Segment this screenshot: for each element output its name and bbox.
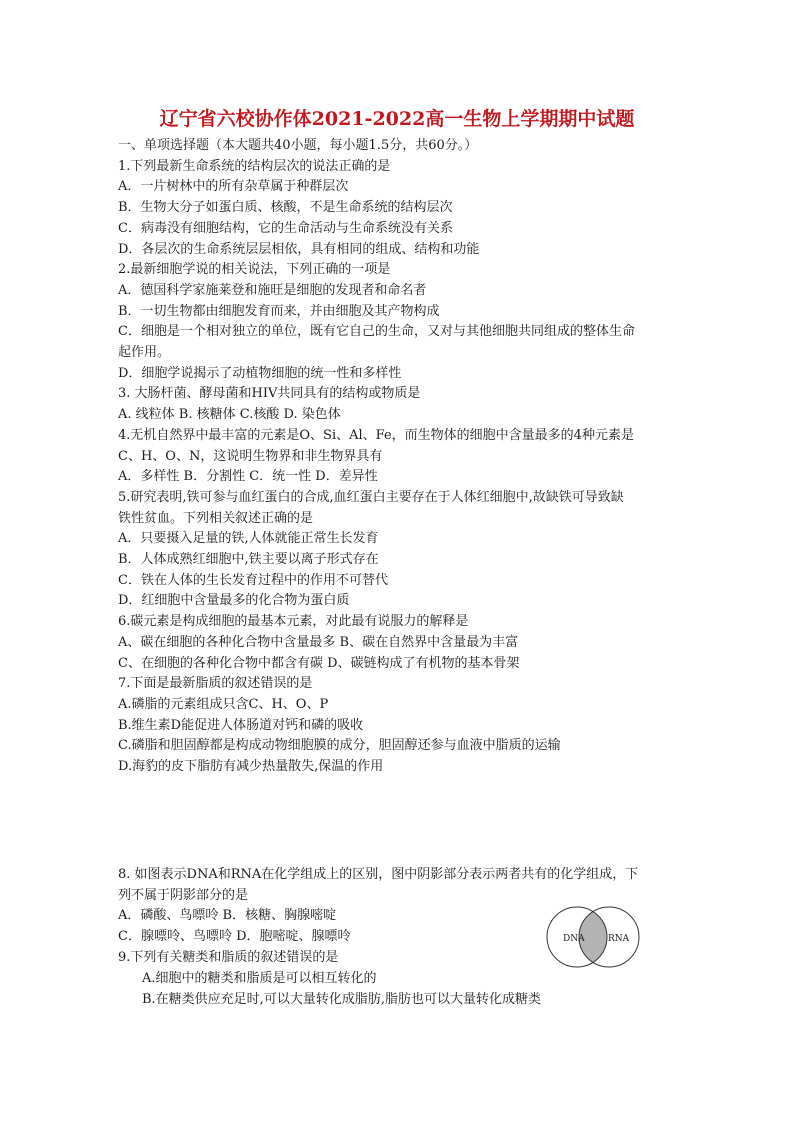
text-line: C．细胞是一个相对独立的单位，既有它自己的生命，又对与其他细胞共同组成的整体生命 [118, 324, 635, 340]
text-line: D．细胞学说揭示了动植物细胞的统一性和多样性 [118, 365, 402, 381]
text-line: D．红细胞中含量最多的化合物为蛋白质 [118, 593, 350, 609]
text-line: A.细胞中的糖类和脂质是可以相互转化的 [142, 971, 377, 986]
text-line: A.磷脂的元素组成只含C、H、O、P [118, 696, 329, 712]
text-line: 5.研究表明,铁可参与血红蛋白的合成,血红蛋白主要存在于人体红细胞中,故缺铁可导致缺 [118, 489, 624, 505]
text-line: 1.下列最新生命系统的结构层次的说法正确的是 [118, 158, 391, 174]
text-line: B.在糖类供应充足时,可以大量转化成脂肪,脂肪也可以大量转化成糖类 [142, 991, 541, 1007]
dna-label: DNA [563, 934, 585, 944]
text-line: D．各层次的生命系统层层相依，具有相同的组成、结构和功能 [118, 241, 480, 257]
text-line: 6.碳元素是构成细胞的最基本元素，对此最有说服力的解释是 [118, 614, 469, 630]
text-line: A．德国科学家施莱登和施旺是细胞的发现者和命名者 [118, 282, 427, 298]
text-line: A．只要摄入足量的铁,人体就能正常生长发育 [118, 531, 379, 547]
text-line: 4.无机自然界中最丰富的元素是O、Si、Al、Fe，而生物体的细胞中含量最多的4种元素是 [118, 427, 634, 443]
text-line: C．腺嘌呤、鸟嘌呤 D．胞嘧啶、腺嘌呤 [118, 929, 351, 945]
text-line: B．一切生物都由细胞发育而来，并由细胞及其产物构成 [118, 303, 440, 319]
text-line: A．磷酸、鸟嘌呤 B．核糖、胸腺嘧啶 [118, 908, 337, 924]
text-line: B．人体成熟红细胞中,铁主要以离子形式存在 [118, 552, 379, 567]
text-line: B．生物大分子如蛋白质、核酸，不是生命系统的结构层次 [118, 200, 453, 216]
text-line: C．病毒没有细胞结构，它的生命活动与生命系统没有关系 [118, 220, 453, 236]
text-line: 2.最新细胞学说的相关说法，下列正确的一项是 [118, 262, 391, 278]
text-line: D.海豹的皮下脂肪有减少热量散失,保温的作用 [118, 759, 384, 774]
page-title: 辽宁省六校协作体2021-2022高一生物上学期期中试题 [159, 108, 635, 130]
text-line: 7.下面是最新脂质的叙述错误的是 [118, 676, 313, 692]
text-line: C．铁在人体的生长发育过程中的作用不可替代 [118, 572, 388, 588]
text-line: C、H、O、N，这说明生物界和非生物界具有 [118, 448, 383, 464]
text-line: B.维生素D能促进人体肠道对钙和磷的吸收 [118, 717, 364, 733]
text-line: 8. 如图表示DNA和RNA在化学组成上的区别，图中阴影部分表示两者共有的化学组成，下 [118, 867, 639, 882]
text-line: A．多样性 B．分割性 C．统一性 D．差异性 [118, 469, 378, 485]
text-line: 起作用。 [118, 345, 171, 360]
text-line: 3. 大肠杆菌、酵母菌和HIV共同具有的结构或物质是 [118, 386, 421, 402]
text-line: 列不属于阴影部分的是 [118, 887, 249, 903]
text-line: A、碳在细胞的各种化合物中含量最多 B、碳在自然界中含量最为丰富 [118, 634, 519, 650]
text-line: A. 线粒体 B. 核糖体 C.核酸 D. 染色体 [118, 407, 341, 423]
text-line: 铁性贫血。下列相关叙述正确的是 [118, 510, 314, 526]
text-line: A．一片树林中的所有杂草属于种群层次 [118, 179, 349, 195]
text-line: C.磷脂和胆固醇都是构成动物细胞膜的成分，胆固醇还参与血液中脂质的运输 [118, 738, 561, 754]
text-line: C、在细胞的各种化合物中都含有碳 D、碳链构成了有机物的基本骨架 [118, 655, 520, 671]
rna-label: RNA [608, 934, 630, 944]
dna-rna-venn-diagram [546, 905, 640, 969]
text-line: 一、单项选择题（本大题共40小题，每小题1.5分，共60分。） [118, 138, 478, 153]
text-line: 9.下列有关糖类和脂质的叙述错误的是 [118, 949, 339, 965]
